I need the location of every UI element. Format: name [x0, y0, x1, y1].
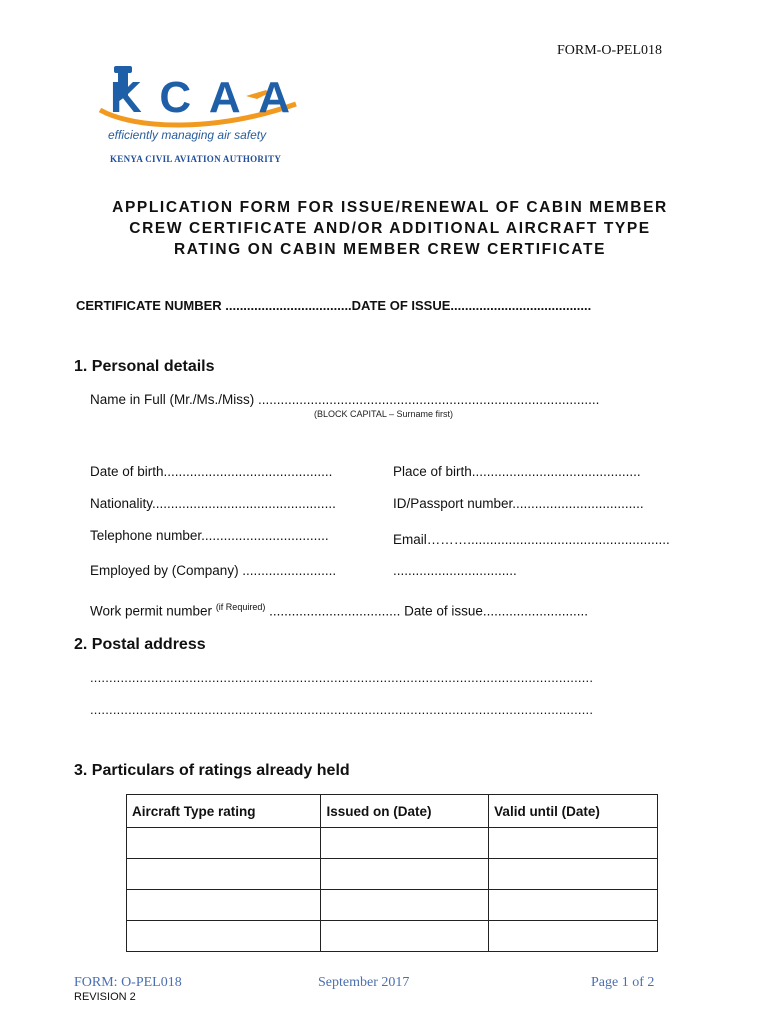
- footer-date: September 2017: [318, 975, 410, 990]
- footer-page-number: Page 1 of 2: [591, 975, 655, 990]
- column-header: Valid until (Date): [489, 795, 658, 828]
- svg-text:KCAA: KCAA: [110, 73, 290, 122]
- tagline: efficiently managing air safety: [108, 128, 267, 142]
- table-row: [127, 921, 658, 952]
- footer-form-code: FORM: O-PEL018: [74, 975, 182, 990]
- employer-field[interactable]: Employed by (Company) .........................: [90, 563, 337, 578]
- title-line-2: CREW CERTIFICATE AND/OR ADDITIONAL AIRCRAFT TYPE: [129, 220, 651, 237]
- section-1-heading: 1. Personal details: [74, 358, 215, 375]
- table-row: [127, 890, 658, 921]
- email-field[interactable]: Email………......................................................: [393, 532, 670, 547]
- place-of-birth-field[interactable]: Place of birth.............................................: [393, 464, 641, 479]
- certificate-number-field[interactable]: CERTIFICATE NUMBER ...................................DATE OF ISSUE.......................................: [76, 298, 592, 313]
- column-header: Issued on (Date): [321, 795, 489, 828]
- table-cell[interactable]: [489, 890, 658, 921]
- work-permit-field[interactable]: [90, 602, 588, 619]
- table-cell[interactable]: [127, 921, 321, 952]
- table-header-row: [127, 795, 658, 828]
- work-permit-label: Work permit number: [90, 603, 213, 619]
- table-cell[interactable]: [489, 828, 658, 859]
- name-note: (BLOCK CAPITAL – Surname first): [314, 409, 454, 419]
- section-3-heading: 3. Particulars of ratings already held: [74, 762, 350, 779]
- passport-field[interactable]: ID/Passport number...................................: [393, 496, 644, 511]
- ratings-table: [126, 794, 658, 952]
- full-name-field[interactable]: Name in Full (Mr./Ms./Miss) ...........................................................................................: [90, 392, 600, 407]
- table-cell[interactable]: [321, 859, 489, 890]
- column-header: Aircraft Type rating: [127, 795, 321, 828]
- table-cell[interactable]: [489, 859, 658, 890]
- form-title: [60, 197, 720, 260]
- postal-address-line-2[interactable]: ....................................................................................................................................: [90, 702, 594, 717]
- work-permit-note: (if Required): [215, 602, 266, 612]
- title-line-3: RATING ON CABIN MEMBER CREW CERTIFICATE: [173, 241, 607, 258]
- table-row: [127, 859, 658, 890]
- section-2-heading: 2. Postal address: [74, 636, 206, 653]
- work-permit-dots: ................................... Date of issue............................: [269, 603, 588, 619]
- table-cell[interactable]: [127, 828, 321, 859]
- table-cell[interactable]: [321, 890, 489, 921]
- authority-name: KENYA CIVIL AVIATION AUTHORITY: [110, 154, 282, 164]
- table-cell[interactable]: [321, 828, 489, 859]
- nationality-field[interactable]: Nationality.................................................: [90, 496, 336, 511]
- table-cell[interactable]: [489, 921, 658, 952]
- date-of-birth-field[interactable]: Date of birth.............................................: [90, 464, 333, 479]
- telephone-field[interactable]: Telephone number..................................: [90, 528, 329, 543]
- table-cell[interactable]: [127, 859, 321, 890]
- revision-label: REVISION 2: [74, 991, 136, 1003]
- title-line-1: APPLICATION FORM FOR ISSUE/RENEWAL OF CABIN MEMBER: [112, 199, 668, 216]
- table-cell[interactable]: [127, 890, 321, 921]
- table-row: [127, 828, 658, 859]
- form-code: FORM-O-PEL018: [556, 43, 662, 58]
- postal-address-line-1[interactable]: ....................................................................................................................................: [90, 670, 594, 685]
- employer-continuation-field[interactable]: .................................: [393, 563, 517, 578]
- table-cell[interactable]: [321, 921, 489, 952]
